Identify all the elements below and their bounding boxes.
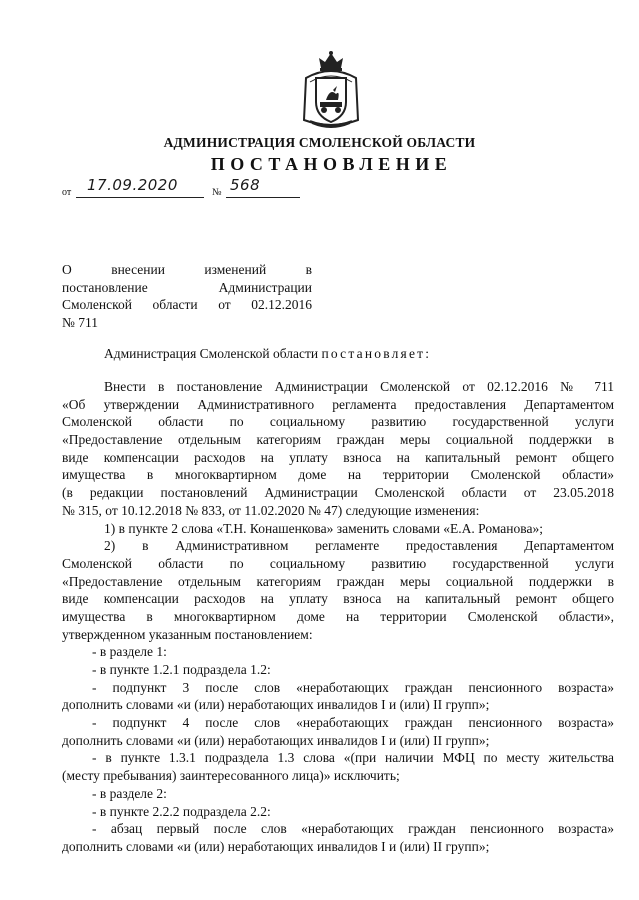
subject-block [62,261,312,331]
body-line: (в редакции постановлений Администрации Смоленской области от 23.05.2018 [62,485,614,501]
date-underline [76,197,204,198]
body-line: виде компенсации расходов на уплату взноса на капитальный ремонт общего [62,449,614,465]
number-value: 568 [230,176,261,194]
body-line: дополнить словами «и (или) неработающих инвалидов I и (или) II групп»; [62,697,490,713]
subject-line: № 711 [62,314,99,330]
body-line: Смоленской области по социальному развитию государственной услуги [62,555,614,571]
authority-name: АДМИНИСТРАЦИЯ СМОЛЕНСКОЙ ОБЛАСТИ [163,135,476,150]
document-meta [62,176,322,202]
body-line: дополнить словами «и (или) неработающих инвалидов I и (или) II групп»; [62,732,490,748]
date-prefix: от [62,187,72,198]
preamble-resolves: постановляет: [321,346,432,361]
body-line: (месту пребывания) заинтересованного лица)» исключить; [62,768,400,784]
body-line: 1) в пункте 2 слова «Т.Н. Конашенкова» заменить словами «Е.А. Романова»; [104,520,543,536]
subject-line: Смоленской области от 02.12.2016 [62,297,312,312]
body-line: «Предоставление отдельным категориям граждан меры социальной поддержки в [62,432,614,448]
body-line: - в разделе 1: [92,644,167,660]
body-line: - в разделе 2: [92,785,167,801]
body-line: - в пункте 2.2.2 подраздела 2.2: [92,803,271,819]
body-line: - подпункт 4 после слов «неработающих граждан пенсионного возраста» [92,715,614,731]
body-line: дополнить словами «и (или) неработающих инвалидов I и (или) II групп»; [62,838,490,854]
body-line: № 315, от 10.12.2018 № 833, от 11.02.2020 № 47) следующие изменения: [62,502,480,518]
subject-line: О внесении изменений в [62,262,312,277]
body-line: Внести в постановление Администрации Смоленской от 02.12.2016 № 711 [104,379,614,394]
preamble-lead: Администрация Смоленской области [104,346,319,361]
body-line: - абзац первый после слов «неработающих граждан пенсионного возраста» [92,821,614,837]
body-line: имущества в многоквартирном доме на территории Смоленской области», [62,608,614,624]
number-prefix: № [212,187,222,198]
document-type-title: ПОСТАНОВЛЕНИЕ [210,154,453,174]
smolensk-coat-of-arms-icon [300,50,362,130]
preamble [104,345,431,363]
body-line: - в пункте 1.2.1 подраздела 1.2: [92,662,271,677]
subject-line: постановление Администрации [62,279,312,295]
date-value: 17.09.2020 [87,176,178,194]
body-line: «Об утверждении Административного регламента предоставления Департаментом [62,396,614,412]
body-line: имущества в многоквартирном доме на территории Смоленской области» [62,467,614,483]
body-line: утвержденном указанным постановлением: [62,626,313,642]
body-line: - в пункте 1.3.1 подраздела 1.3 слова «(при наличии МФЦ по месту жительства [92,750,614,766]
resolution-body [62,378,614,856]
body-line: - подпункт 3 после слов «неработающих граждан пенсионного возраста» [92,679,614,695]
body-line: 2) в Административном регламенте предоставления Департаментом [104,538,614,554]
body-line: виде компенсации расходов на уплату взноса на капитальный ремонт общего [62,591,614,607]
body-line: Смоленской области по социальному развитию государственной услуги [62,414,614,430]
body-line: «Предоставление отдельным категориям граждан меры социальной поддержки в [62,573,614,589]
number-underline [226,197,300,198]
